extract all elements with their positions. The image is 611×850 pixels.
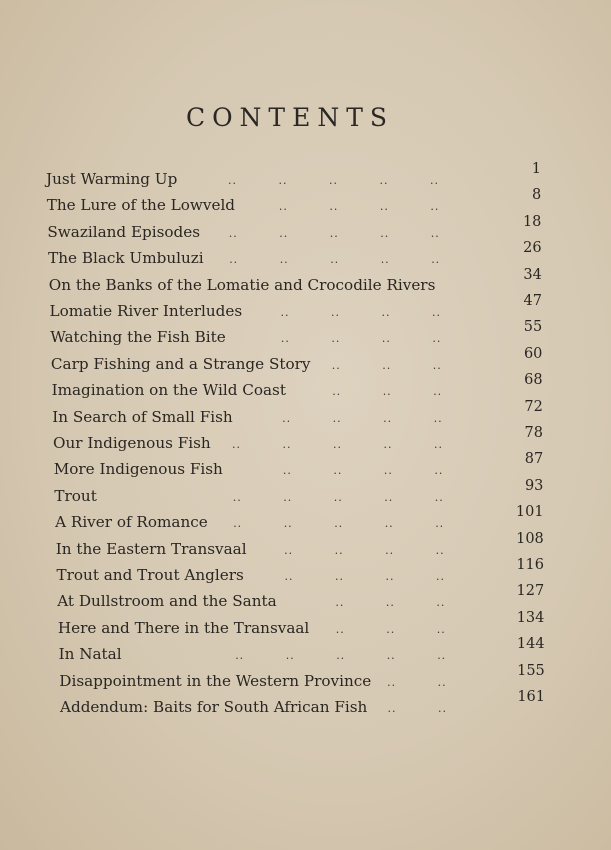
toc-entry-title: In Natal [58, 645, 122, 664]
toc-entry-title: Watching the Fish Bite [50, 328, 226, 347]
dot-leader: .. [386, 622, 396, 636]
toc-entry-page-number: 155 [517, 662, 545, 679]
toc-entry-title: On the Banks of the Lomatie and Crocodile Rivers [48, 275, 436, 294]
dot-leader: .. [279, 226, 289, 240]
toc-entry-page-number: 87 [524, 451, 544, 468]
toc-entry-title: The Black Umbuluzi [48, 249, 204, 268]
dot-leader: .. [432, 306, 441, 319]
contents-heading: CONTENTS [185, 102, 395, 132]
dot-leader: .. [280, 306, 290, 319]
dot-leader: .. [232, 438, 241, 451]
toc-entry-page-number: 1 [531, 161, 541, 177]
toc-entry-title: In the Eastern Transvaal [55, 539, 247, 558]
dot-leader: .. [232, 490, 242, 504]
dot-leader: .. [434, 464, 444, 478]
toc-entry-page-number: 116 [516, 557, 544, 573]
dot-leader: .. [381, 332, 391, 346]
toc-entry-title: Trout [54, 486, 97, 505]
dot-leader: .. [435, 517, 445, 531]
toc-entry-title: More Indigenous Fish [53, 460, 223, 479]
dot-leader: .. [283, 490, 293, 504]
toc-entry-title: Our Indigenous Fish [53, 434, 211, 452]
dot-leader: .. [335, 622, 345, 636]
dot-leader: .. [437, 675, 447, 689]
toc-entry-page-number: 78 [524, 425, 543, 441]
dot-leader: .. [284, 570, 294, 583]
toc-entry-page-number: 144 [516, 636, 545, 653]
dot-leader: .. [433, 385, 443, 399]
dot-leader: .. [336, 649, 346, 663]
dot-leader: .. [383, 438, 393, 451]
dot-leader: .. [382, 385, 392, 399]
dot-leader: .. [432, 358, 442, 372]
dot-leader: .. [430, 174, 439, 187]
dot-leader: .. [330, 253, 340, 267]
toc-entry [0, 689, 611, 720]
dot-leader: .. [434, 438, 443, 451]
dot-leader: .. [331, 358, 341, 372]
toc-entry-title: Swaziland Episodes [47, 222, 201, 241]
dot-leader: .. [385, 543, 395, 557]
toc-entry-title: Here and There in the Transvaal [57, 618, 310, 637]
dot-leader: .. [382, 358, 392, 372]
toc-entry-title: Addendum: Baits for South African Fish [60, 698, 368, 716]
dot-leader: .. [430, 226, 440, 240]
toc-entry-page-number: 26 [523, 240, 542, 257]
toc-entry-title: A River of Romance [55, 513, 208, 532]
dot-leader: .. [438, 702, 447, 715]
dot-leader: .. [285, 649, 295, 663]
dot-leader: .. [387, 675, 397, 689]
dot-leader: .. [282, 438, 292, 451]
dot-leader: .. [279, 253, 289, 267]
dot-leader: .. [282, 411, 292, 425]
dot-leader: .. [233, 517, 243, 531]
toc-entry-title: At Dullstroom and the Santa [57, 592, 277, 611]
toc-entry-title: In Search of Small Fish [52, 407, 233, 426]
dot-leader: .. [331, 306, 340, 319]
dot-leader: .. [333, 438, 342, 451]
dot-leader: .. [383, 411, 393, 425]
dot-leader: .. [229, 253, 239, 267]
dot-leader: .. [435, 543, 445, 557]
toc-entry-page-number: 34 [523, 266, 542, 283]
dot-leader: .. [437, 649, 447, 663]
dot-leader: .. [278, 174, 288, 187]
toc-entry-page-number: 60 [523, 345, 543, 362]
toc-entry-title: Disappointment in the Western Province [59, 671, 372, 690]
dot-leader: .. [284, 543, 294, 557]
toc-entry-page-number: 47 [523, 293, 542, 309]
dot-leader: .. [278, 200, 288, 214]
dot-leader: .. [334, 543, 344, 557]
toc-entry-page-number: 93 [524, 477, 544, 494]
dot-leader: .. [333, 464, 343, 478]
toc-entry-page-number: 101 [515, 504, 544, 521]
dot-leader: .. [282, 464, 292, 478]
toc-entry-title: Imagination on the Wild Coast [51, 381, 286, 400]
toc-entry-page-number: 68 [524, 372, 543, 389]
toc-entry-title: Trout and Trout Anglers [56, 566, 244, 584]
dot-leader: .. [433, 411, 443, 425]
toc-entry-title: Carp Fishing and a Strange Story [50, 354, 311, 373]
dot-leader: .. [386, 649, 396, 663]
toc-entry-title: Lomatie River Interludes [49, 302, 243, 320]
dot-leader: .. [228, 174, 237, 187]
dot-leader: .. [280, 332, 290, 346]
table-of-contents [0, 160, 611, 730]
dot-leader: .. [235, 649, 245, 663]
dot-leader: .. [384, 517, 394, 531]
dot-leader: .. [334, 517, 344, 531]
toc-entry-page-number: 18 [522, 213, 542, 230]
dot-leader: .. [434, 490, 444, 504]
dot-leader: .. [431, 253, 441, 267]
dot-leader: .. [379, 174, 389, 187]
toc-entry-page-number: 127 [516, 583, 545, 600]
dot-leader: .. [385, 596, 395, 610]
dot-leader: .. [335, 596, 345, 610]
dot-leader: .. [436, 570, 445, 583]
dot-leader: .. [381, 306, 391, 319]
toc-entry-page-number: 108 [516, 530, 544, 547]
dot-leader: .. [335, 570, 344, 583]
dot-leader: .. [228, 226, 238, 240]
toc-entry-page-number: 72 [524, 398, 543, 415]
toc-entry-page-number: 161 [517, 689, 545, 705]
dot-leader: .. [380, 226, 390, 240]
dot-leader: .. [387, 702, 397, 715]
toc-entry-page-number: 8 [531, 187, 542, 204]
dot-leader: .. [332, 385, 342, 399]
dot-leader: .. [379, 200, 389, 214]
dot-leader: .. [432, 332, 442, 346]
toc-entry-title: Just Warming Up [46, 170, 178, 188]
toc-entry-page-number: 134 [516, 609, 545, 626]
dot-leader: .. [329, 200, 339, 214]
dot-leader: .. [283, 517, 293, 531]
dot-leader: .. [430, 200, 440, 214]
dot-leader: .. [385, 570, 395, 583]
dot-leader: .. [329, 226, 339, 240]
dot-leader: .. [384, 490, 394, 504]
dot-leader: .. [383, 464, 393, 478]
dot-leader: .. [436, 596, 446, 610]
dot-leader: .. [436, 622, 446, 636]
dot-leader: .. [331, 332, 341, 346]
dot-leader: .. [332, 411, 342, 425]
toc-entry-title: The Lure of the Lowveld [46, 196, 236, 215]
dot-leader: .. [333, 490, 343, 504]
dot-leader: .. [380, 253, 390, 267]
dot-leader: .. [329, 174, 338, 187]
toc-entry-page-number: 55 [523, 319, 543, 336]
